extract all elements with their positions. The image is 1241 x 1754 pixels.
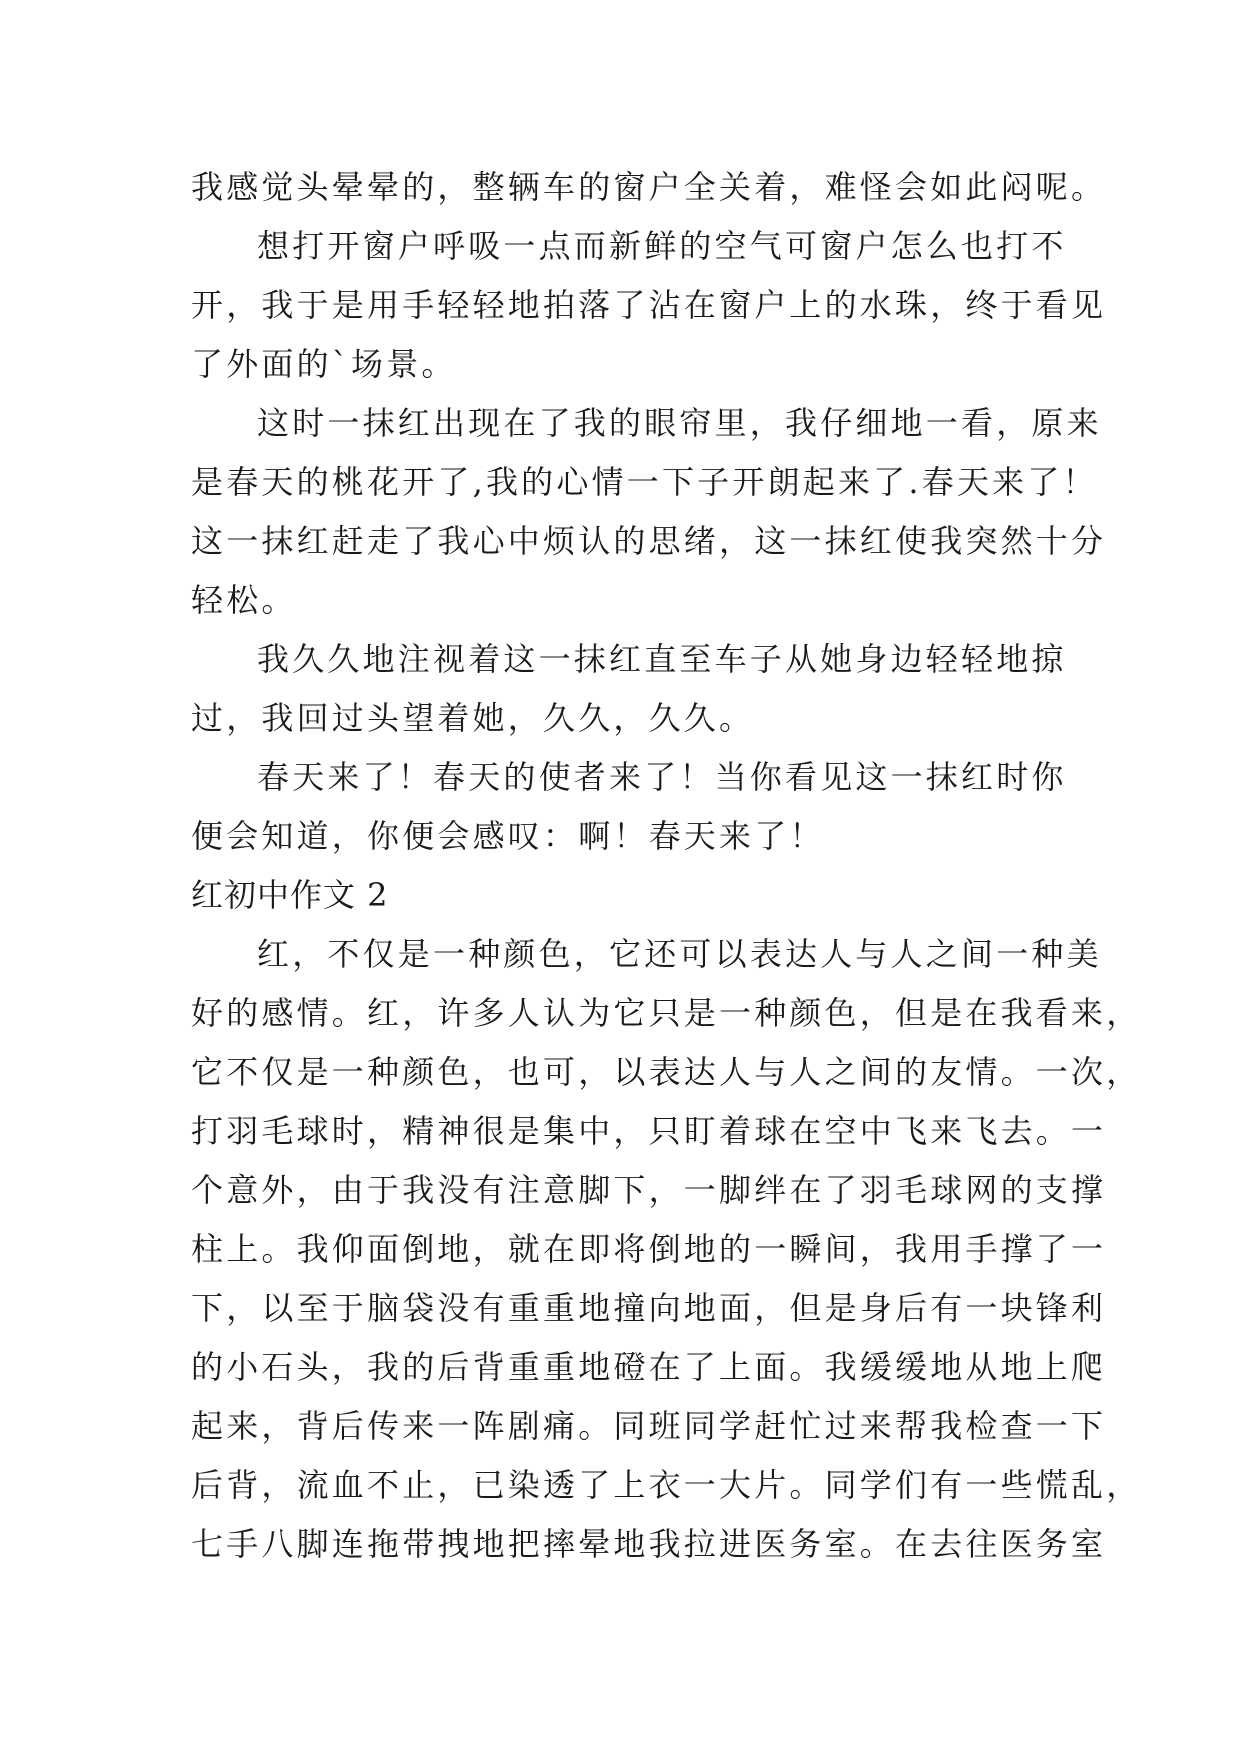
text-line: 是春天的桃花开了,我的心情一下子开朗起来了.春天来了！ [191,463,1098,501]
text-line: 它不仅是一种颜色，也可，以表达人与人之间的友情。一次， [191,1053,1142,1091]
text-line: 我感觉头晕晕的，整辆车的窗户全关着，难怪会如此闷呢。 [191,168,1107,206]
text-line: 七手八脚连拖带拽地把摔晕地我拉进医务室。在去往医务室 [191,1525,1107,1563]
text-line: 下，以至于脑袋没有重重地撞向地面，但是身后有一块锋利 [191,1289,1107,1327]
text-line: 春天来了！春天的使者来了！当你看见这一抹红时你 [257,758,1067,796]
text-line: 开，我于是用手轻轻地拍落了沾在窗户上的水珠，终于看见 [191,286,1107,324]
text-line: 后背，流血不止，已染透了上衣一大片。同学们有一些慌乱， [191,1466,1142,1504]
text-line: 起来，背后传来一阵剧痛。同班同学赶忙过来帮我检查一下 [191,1407,1107,1445]
text-line: 柱上。我仰面倒地，就在即将倒地的一瞬间，我用手撑了一 [191,1230,1107,1268]
text-line: 的小石头，我的后背重重地磴在了上面。我缓缓地从地上爬 [191,1348,1107,1386]
text-line: 红，不仅是一种颜色，它还可以表达人与人之间一种美 [257,935,1102,973]
text-line: 想打开窗户呼吸一点而新鲜的空气可窗户怎么也打不 [257,227,1067,265]
text-line: 我久久地注视着这一抹红直至车子从她身边轻轻地掠 [257,640,1067,678]
text-line: 过，我回过头望着她，久久，久久。 [191,699,755,737]
text-line: 好的感情。红，许多人认为它只是一种颜色，但是在我看来， [191,994,1142,1032]
text-line: 打羽毛球时，精神很是集中，只盯着球在空中飞来飞去。一 [191,1112,1107,1150]
text-line: 轻松。 [191,581,297,619]
text-line: 这一抹红赶走了我心中烦认的思绪，这一抹红使我突然十分 [191,522,1107,560]
text-line: 个意外，由于我没有注意脚下，一脚绊在了羽毛球网的支撑 [191,1171,1107,1209]
document-page [191,158,1142,1574]
text-line: 了外面的`场景。 [191,345,457,383]
section-heading: 红初中作文 2 [191,876,389,914]
text-line: 便会知道，你便会感叹：啊！春天来了！ [191,817,825,855]
text-line: 这时一抹红出现在了我的眼帘里，我仔细地一看，原来 [257,404,1102,442]
